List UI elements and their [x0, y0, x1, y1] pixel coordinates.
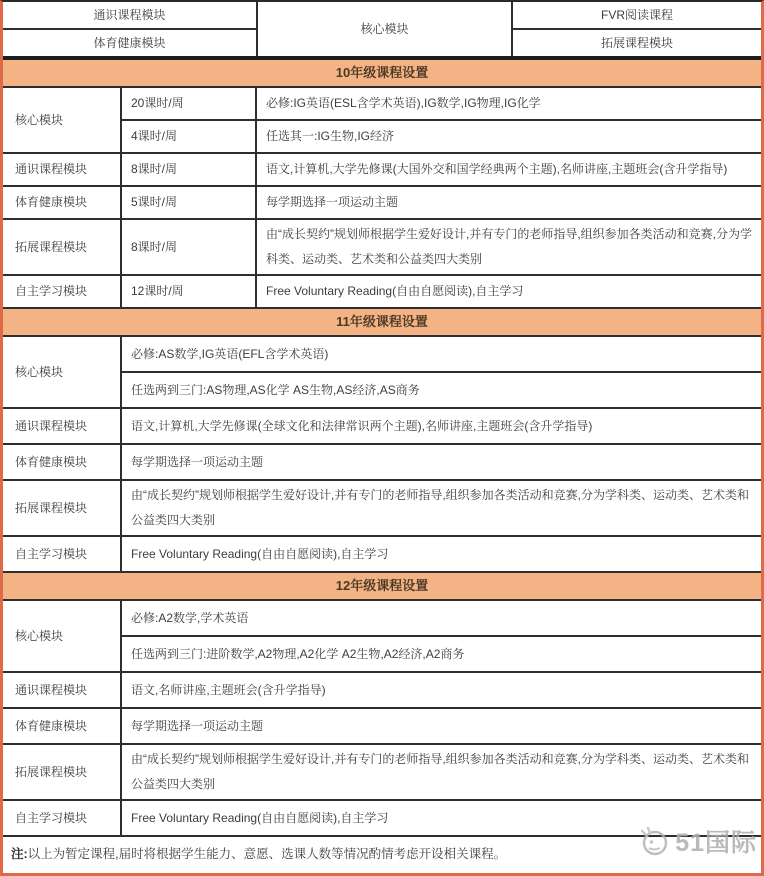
- desc-cell: Free Voluntary Reading(自由自愿阅读),自主学习: [256, 275, 761, 307]
- desc-cell: 由“成长契约”规划师根据学生爱好设计,并有专门的老师指导,组织参加各类活动和竞赛,分为学科类、运动类、艺术类和公益类四大类别: [256, 219, 761, 275]
- table-row: [3, 219, 761, 275]
- watermark-label: 51国际: [675, 829, 757, 857]
- table-row: [3, 275, 761, 307]
- table-row: [3, 88, 761, 120]
- footnote-prefix: 注:: [11, 847, 28, 861]
- desc-cell: 任选其一:IG生物,IG经济: [256, 120, 761, 153]
- module-cell: 体育健康模块: [3, 186, 121, 219]
- table-row: [3, 800, 761, 835]
- hours-cell: 8课时/周: [121, 153, 256, 186]
- module-cell: 自主学习模块: [3, 275, 121, 307]
- desc-cell: 任选两到三门:进阶数学,A2物理,A2化学 A2生物,A2经济,A2商务: [121, 636, 761, 672]
- hours-cell: 8课时/周: [121, 219, 256, 275]
- module-overview-table: [3, 2, 761, 56]
- table-row: [3, 480, 761, 536]
- table-row: [3, 153, 761, 186]
- module-cell: 核心模块: [3, 337, 121, 408]
- desc-cell: 必修:A2数学,学术英语: [121, 601, 761, 636]
- table-row: [3, 536, 761, 571]
- header-cell-pe-module: 体育健康模块: [3, 29, 257, 56]
- hours-cell: 12课时/周: [121, 275, 256, 307]
- desc-cell: 每学期选择一项运动主题: [121, 708, 761, 744]
- module-cell: 体育健康模块: [3, 708, 121, 744]
- module-cell: 拓展课程模块: [3, 480, 121, 536]
- header-cell-fvr-module: FVR阅读课程: [512, 2, 761, 29]
- hours-cell: 4课时/周: [121, 120, 256, 153]
- desc-cell: 由“成长契约”规划师根据学生爱好设计,并有专门的老师指导,组织参加各类活动和竞赛,分为学科类、运动类、艺术类和公益类四大类别: [121, 480, 761, 536]
- header-cell-core-module: 核心模块: [257, 2, 512, 56]
- desc-cell: 每学期选择一项运动主题: [121, 444, 761, 480]
- grade-10-table: [3, 88, 761, 307]
- module-cell: 核心模块: [3, 601, 121, 672]
- desc-cell: 任选两到三门:AS物理,AS化学 AS生物,AS经济,AS商务: [121, 372, 761, 408]
- section-header-grade-11: 11年级课程设置: [3, 307, 761, 337]
- module-cell: 拓展课程模块: [3, 744, 121, 800]
- module-cell: 体育健康模块: [3, 444, 121, 480]
- module-cell: 通识课程模块: [3, 672, 121, 708]
- desc-cell: 必修:IG英语(ESL含学术英语),IG数学,IG物理,IG化学: [256, 88, 761, 120]
- grade-12-table: [3, 601, 761, 835]
- desc-cell: 必修:AS数学,IG英语(EFL含学术英语): [121, 337, 761, 372]
- module-cell: 自主学习模块: [3, 800, 121, 835]
- table-row: [3, 444, 761, 480]
- table-row: [3, 708, 761, 744]
- footnote-text: 以上为暂定课程,届时将根据学生能力、意愿、选课人数等情况酌情考虑开设相关课程。: [27, 847, 507, 861]
- desc-cell: 语文,名师讲座,主题班会(含升学指导): [121, 672, 761, 708]
- table-row: [3, 672, 761, 708]
- hours-cell: 20课时/周: [121, 88, 256, 120]
- module-cell: 拓展课程模块: [3, 219, 121, 275]
- desc-cell: 语文,计算机,大学先修课(大国外交和国学经典两个主题),名师讲座,主题班会(含升学指导): [256, 153, 761, 186]
- table-row: [3, 337, 761, 372]
- desc-cell: 每学期选择一项运动主题: [256, 186, 761, 219]
- desc-cell: Free Voluntary Reading(自由自愿阅读),自主学习: [121, 800, 761, 835]
- module-cell: 自主学习模块: [3, 536, 121, 571]
- module-cell: 核心模块: [3, 88, 121, 153]
- desc-cell: Free Voluntary Reading(自由自愿阅读),自主学习: [121, 536, 761, 571]
- table-row: [3, 186, 761, 219]
- section-header-grade-10: 10年级课程设置: [3, 56, 761, 88]
- desc-cell: 语文,计算机,大学先修课(全球文化和法律常识两个主题),名师讲座,主题班会(含升学指导): [121, 408, 761, 444]
- module-cell: 通识课程模块: [3, 408, 121, 444]
- header-cell-extension-module: 拓展课程模块: [512, 29, 761, 56]
- header-cell-general-module: 通识课程模块: [3, 2, 257, 29]
- desc-cell: 由“成长契约”规划师根据学生爱好设计,并有专门的老师指导,组织参加各类活动和竞赛,分为学科类、运动类、艺术类和公益类四大类别: [121, 744, 761, 800]
- hours-cell: 5课时/周: [121, 186, 256, 219]
- table-row: [3, 744, 761, 800]
- footnote: [3, 835, 761, 873]
- table-row: [3, 408, 761, 444]
- section-header-grade-12: 12年级课程设置: [3, 571, 761, 601]
- grade-11-table: [3, 337, 761, 571]
- table-row: [3, 601, 761, 636]
- module-cell: 通识课程模块: [3, 153, 121, 186]
